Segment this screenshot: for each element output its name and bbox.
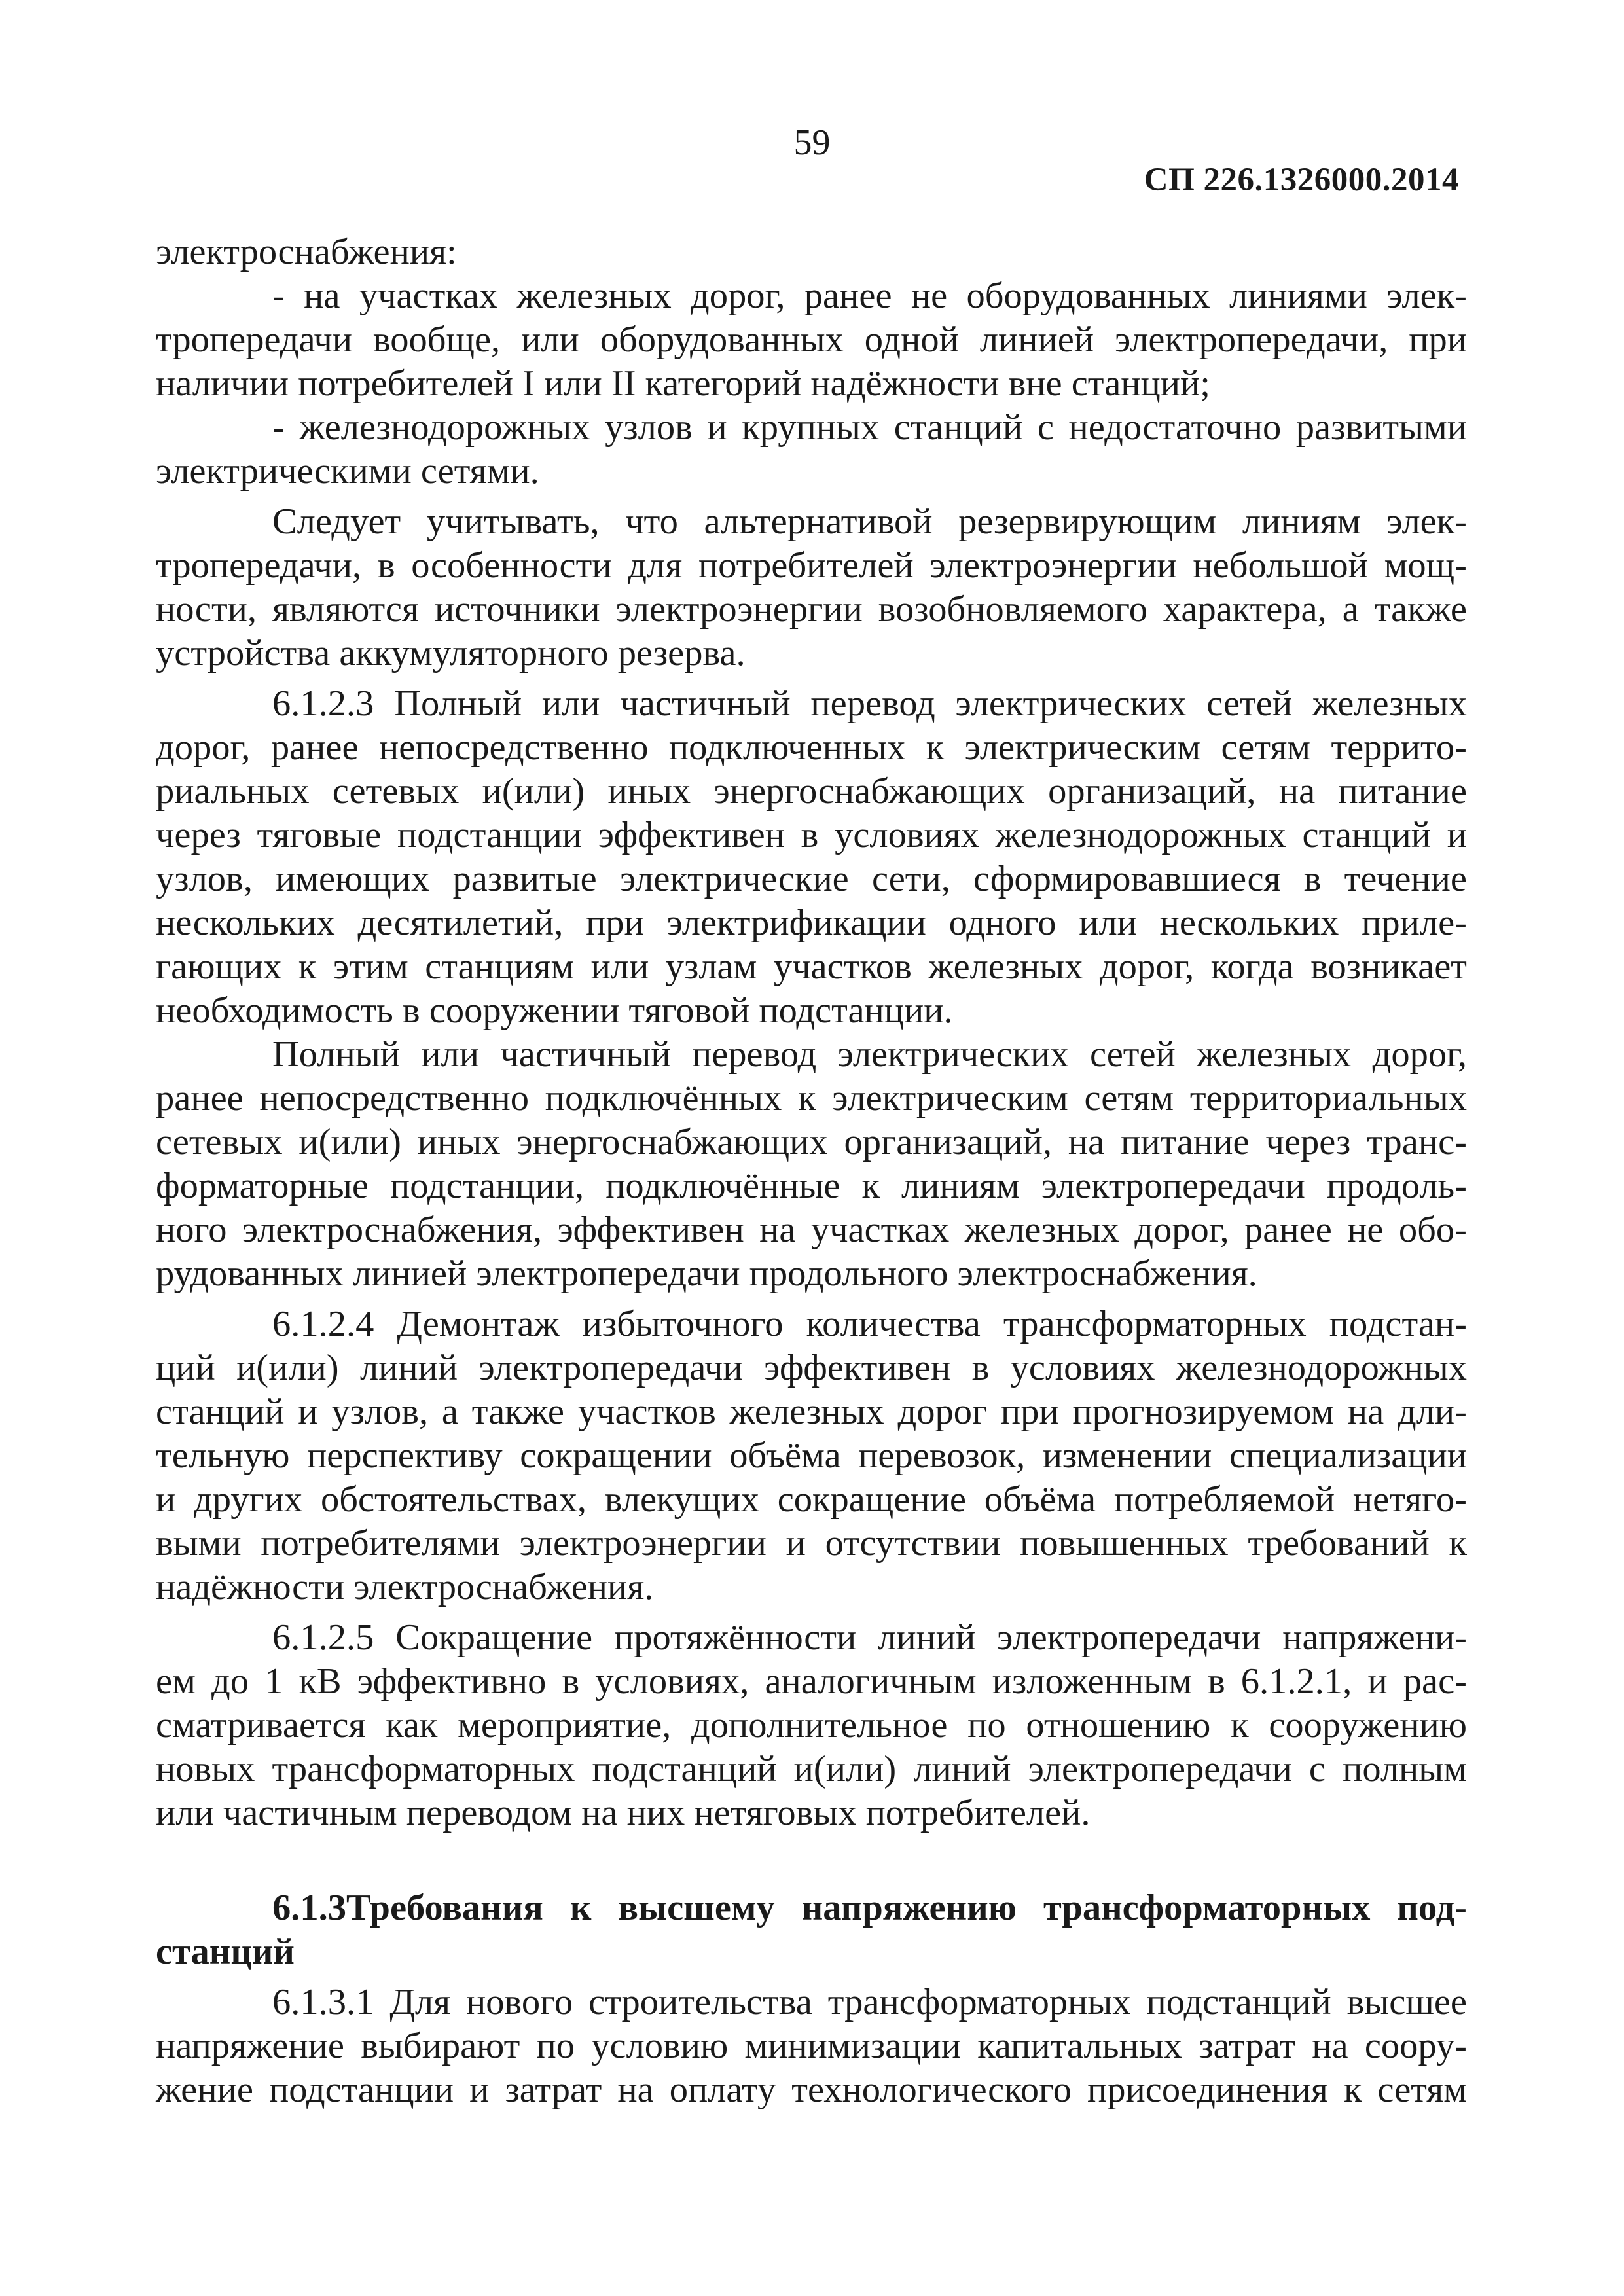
text-line: или частичным переводом на них нетяговых потребителей. bbox=[156, 1793, 1091, 1833]
text-line: электрическими сетями. bbox=[156, 451, 539, 492]
text-line: сетевых и(или) иных энергоснабжающих организаций, на питание через транс- bbox=[156, 1122, 1467, 1162]
text-line: надёжности электроснабжения. bbox=[156, 1567, 654, 1607]
paragraph bbox=[156, 682, 1467, 1033]
text-line: через тяговые подстанции эффективен в условиях железнодорожных станций и bbox=[156, 815, 1467, 855]
text-line: 6.1.3.1 Для нового строительства трансформаторных подстанций высшее bbox=[272, 1982, 1467, 2022]
text-line: ности, являются источники электроэнергии возобновляемого характера, а также bbox=[156, 589, 1467, 630]
text-line: дорог, ранее непосредственно подключенных к электрическим сетям террито- bbox=[156, 727, 1467, 768]
text-line: новых трансформаторных подстанций и(или) линий электропередачи с полным bbox=[156, 1749, 1467, 1789]
text-line: сматривается как мероприятие, дополнительное по отношению к сооружению bbox=[156, 1705, 1467, 1746]
text-line: выми потребителями электроэнергии и отсутствии повышенных требований к bbox=[156, 1523, 1467, 1564]
list-item bbox=[156, 274, 1467, 406]
text-line: 6.1.2.4 Демонтаж избыточного количества трансформаторных подстан- bbox=[272, 1304, 1467, 1344]
text-line: Полный или частичный перевод электрических сетей железных дорог, bbox=[272, 1034, 1467, 1075]
paragraph bbox=[156, 500, 1467, 675]
document-body bbox=[156, 230, 1467, 2112]
text-line: форматорные подстанции, подключённые к линиям электропередачи продоль- bbox=[156, 1166, 1467, 1206]
text-line: необходимость в сооружении тяговой подстанции. bbox=[156, 990, 953, 1031]
page-number: 59 bbox=[793, 122, 831, 163]
text-line: 6.1.2.5 Сокращение протяжённости линий электропередачи напряжени- bbox=[272, 1617, 1467, 1658]
heading-line: станций bbox=[156, 1931, 295, 1972]
text-line: рудованных линией электропередачи продольного электроснабжения. bbox=[156, 1253, 1257, 1294]
text-line: нескольких десятилетий, при электрификации одного или нескольких приле- bbox=[156, 903, 1467, 943]
paragraph bbox=[156, 1616, 1467, 1835]
document-code: СП 226.1326000.2014 bbox=[1144, 162, 1459, 198]
text-line: станций и узлов, а также участков железных дорог при прогнозируемом на дли- bbox=[156, 1391, 1467, 1432]
text-line: и других обстоятельствах, влекущих сокращение объёма потребляемой нетяго- bbox=[156, 1479, 1467, 1520]
text-line: узлов, имеющих развитые электрические сети, сформировавшиеся в течение bbox=[156, 859, 1467, 899]
text-line: ем до 1 кВ эффективно в условиях, аналогичным изложенным в 6.1.2.1, и рас- bbox=[156, 1661, 1467, 1702]
text-line: ций и(или) линий электропередачи эффективен в условиях железнодорожных bbox=[156, 1348, 1467, 1388]
paragraph bbox=[156, 1033, 1467, 1296]
text-line: тропередачи, в особенности для потребителей электроэнергии небольшой мощ- bbox=[156, 545, 1467, 586]
text-line: жение подстанции и затрат на оплату технологического присоединения к сетям bbox=[156, 2070, 1467, 2110]
paragraph bbox=[156, 230, 1467, 274]
text-line: устройства аккумуляторного резерва. bbox=[156, 633, 746, 673]
text-line: - железнодорожных узлов и крупных станций с недостаточно развитыми bbox=[272, 407, 1467, 448]
text-line: Следует учитывать, что альтернативой резервирующим линиям элек- bbox=[272, 501, 1467, 542]
text-line: тельную перспективу сокращении объёма перевозок, изменении специализации bbox=[156, 1435, 1467, 1476]
text-line: электроснабжения: bbox=[156, 232, 457, 272]
section-heading bbox=[156, 1886, 1467, 1974]
list-item bbox=[156, 406, 1467, 493]
heading-line: 6.1.3Требования к высшему напряжению трансформаторных под- bbox=[272, 1888, 1467, 1928]
paragraph bbox=[156, 1302, 1467, 1609]
text-line: наличии потребителей I или II категорий надёжности вне станций; bbox=[156, 363, 1210, 404]
paragraph bbox=[156, 1981, 1467, 2112]
text-line: напряжение выбирают по условию минимизации капитальных затрат на соору- bbox=[156, 2026, 1467, 2066]
text-line: гающих к этим станциям или узлам участков железных дорог, когда возникает bbox=[156, 946, 1467, 987]
text-line: риальных сетевых и(или) иных энергоснабжающих организаций, на питание bbox=[156, 771, 1467, 812]
text-line: тропередачи вообще, или оборудованных одной линией электропередачи, при bbox=[156, 319, 1467, 360]
text-line: ного электроснабжения, эффективен на участках железных дорог, ранее не обо- bbox=[156, 1210, 1467, 1250]
text-line: 6.1.2.3 Полный или частичный перевод электрических сетей железных bbox=[272, 683, 1467, 724]
text-line: ранее непосредственно подключённых к электрическим сетям территориальных bbox=[156, 1078, 1467, 1119]
text-line: - на участках железных дорог, ранее не оборудованных линиями элек- bbox=[272, 276, 1467, 316]
